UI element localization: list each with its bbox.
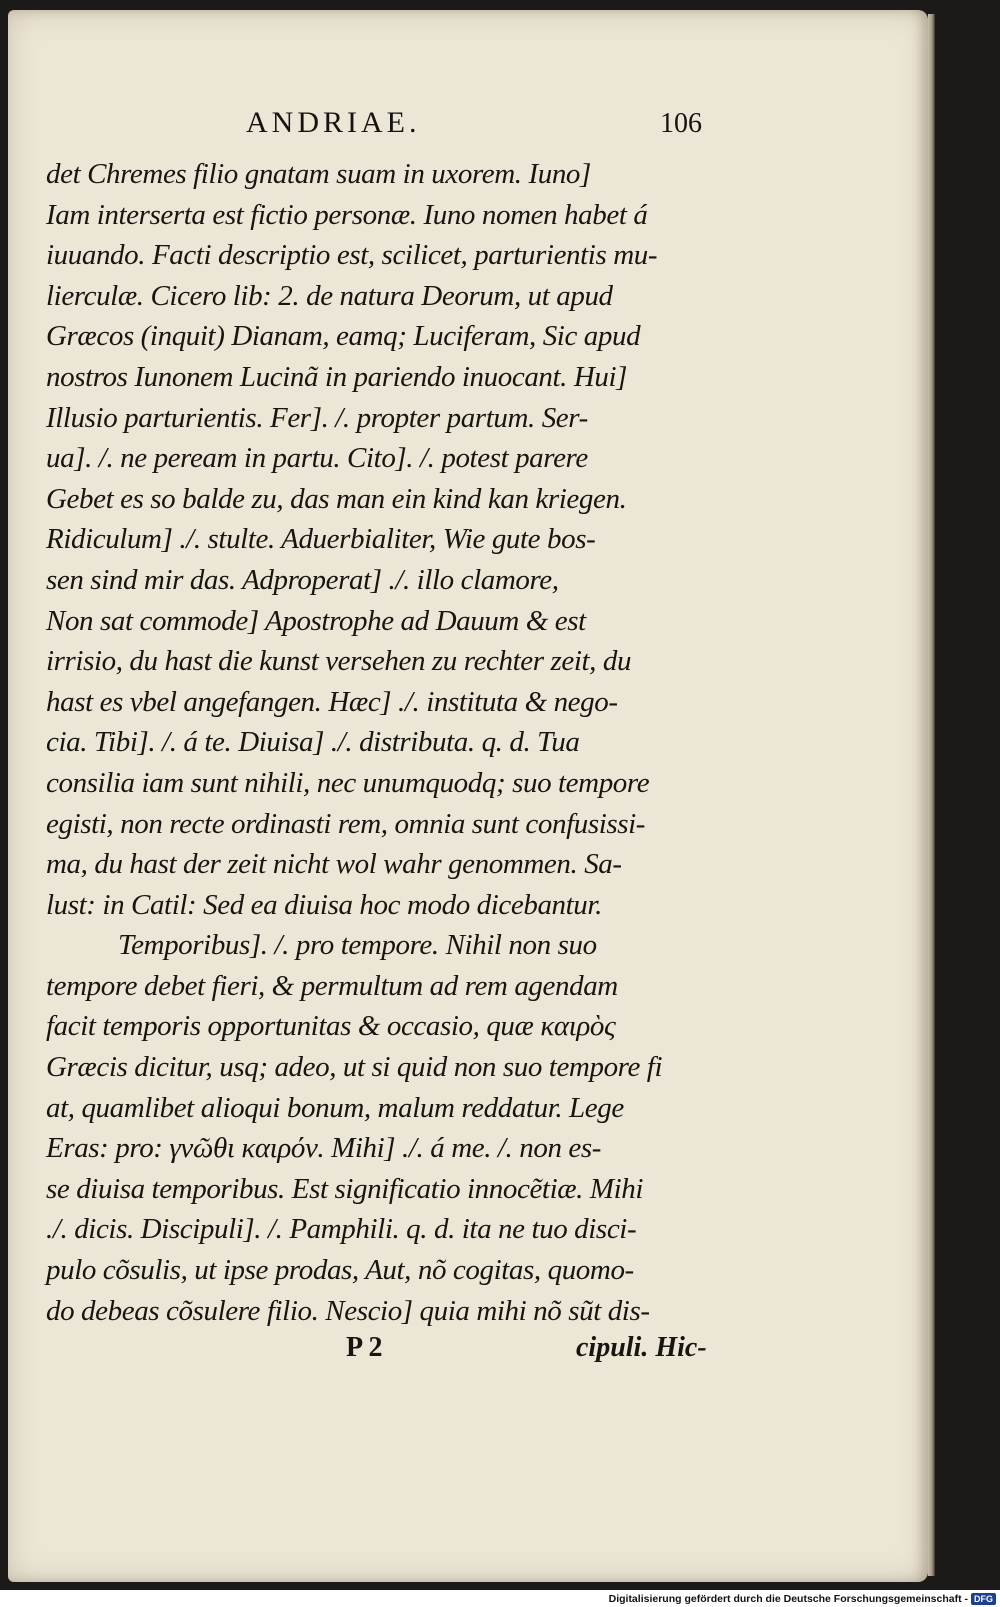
text-line: irrisio, du hast die kunst versehen zu rechter zeit, du — [46, 645, 632, 678]
text-line: at, quamlibet alioqui bonum, malum reddatur. Lege — [46, 1091, 624, 1124]
text-line: cia. Tibi]. /. á te. Diuisa] ./. distributa. q. d. Tua — [46, 726, 580, 759]
text-line: nostros Iunonem Lucinã in pariendo inuocant. Hui] — [46, 360, 628, 393]
text-line: Græcos (inquit) Dianam, eamq; Luciferam, Sic apud — [46, 320, 641, 353]
text-line: Temporibus]. /. pro tempore. Nihil non suo — [118, 929, 597, 962]
text-line: lierculæ. Cicero lib: 2. de natura Deorum, ut apud — [46, 279, 613, 312]
text-line: det Chremes filio gnatam suam in uxorem. Iuno] — [46, 158, 591, 190]
text-line: lust: in Catil: Sed ea diuisa hoc modo dicebantur. — [46, 888, 602, 921]
text-line: ma, du hast der zeit nicht wol wahr genommen. Sa- — [46, 848, 622, 881]
text-line: ./. dicis. Discipuli]. /. Pamphili. q. d. ita ne tuo disci- — [46, 1213, 637, 1246]
text-line: do debeas cõsulere filio. Nescio] quia mihi nõ sũt dis- — [46, 1294, 650, 1327]
text-line: pulo cõsulis, ut ipse prodas, Aut, nõ cogitas, quomo- — [46, 1254, 634, 1287]
dfg-logo-icon: DFG — [971, 1593, 996, 1605]
text-line: Non sat commode] Apostrophe ad Dauum & est — [46, 604, 586, 637]
text-line: Græcis dicitur, usq; adeo, ut si quid non suo tempore fi — [46, 1051, 663, 1084]
text-line: egisti, non recte ordinasti rem, omnia sunt confusissi- — [46, 807, 646, 840]
book-page — [8, 10, 928, 1582]
text-line: sen sind mir das. Adproperat] ./. illo clamore, — [46, 563, 559, 596]
credit-bar — [0, 1590, 1000, 1607]
text-line: Illusio parturientis. Fer]. /. propter partum. Ser- — [46, 401, 588, 434]
page-edge — [928, 14, 935, 1576]
text-line: iuuando. Facti descriptio est, scilicet, parturientis mu- — [46, 239, 658, 272]
page-footer — [8, 1332, 928, 1382]
running-head: ANDRIAE. — [246, 106, 421, 139]
text-line: ua]. /. ne peream in partu. Cito]. /. potest parere — [46, 442, 588, 475]
text-line: tempore debet fieri, & permultum ad rem agendam — [46, 969, 618, 1002]
text-line: Eras: pro: γνῶθι καιρόν. Mihi] ./. á me. /. non es- — [46, 1132, 602, 1165]
folio-number: 106 — [660, 108, 702, 139]
credit-text: Digitalisierung gefördert durch die Deutsche Forschungsgemeinschaft - — [608, 1592, 968, 1605]
catchword: cipuli. Hic- — [576, 1332, 707, 1363]
text-line: Iam interserta est fictio personæ. Iuno nomen habet á — [46, 198, 648, 231]
text-line: facit temporis opportunitas & occasio, quæ καιρὸς — [46, 1010, 616, 1043]
signature-mark: P 2 — [346, 1332, 383, 1363]
text-line: Gebet es so balde zu, das man ein kind kan kriegen. — [46, 482, 627, 515]
text-line: consilia iam sunt nihili, nec unumquodq; suo tempore — [46, 766, 650, 799]
text-block — [46, 154, 726, 1331]
page-header — [8, 106, 928, 150]
text-line: se diuisa temporibus. Est significatio innocẽtiæ. Mihi — [46, 1172, 644, 1205]
text-line: Ridiculum] ./. stulte. Aduerbialiter, Wie gute bos- — [46, 523, 596, 556]
text-line: hast es vbel angefangen. Hæc] ./. instituta & nego- — [46, 685, 618, 718]
